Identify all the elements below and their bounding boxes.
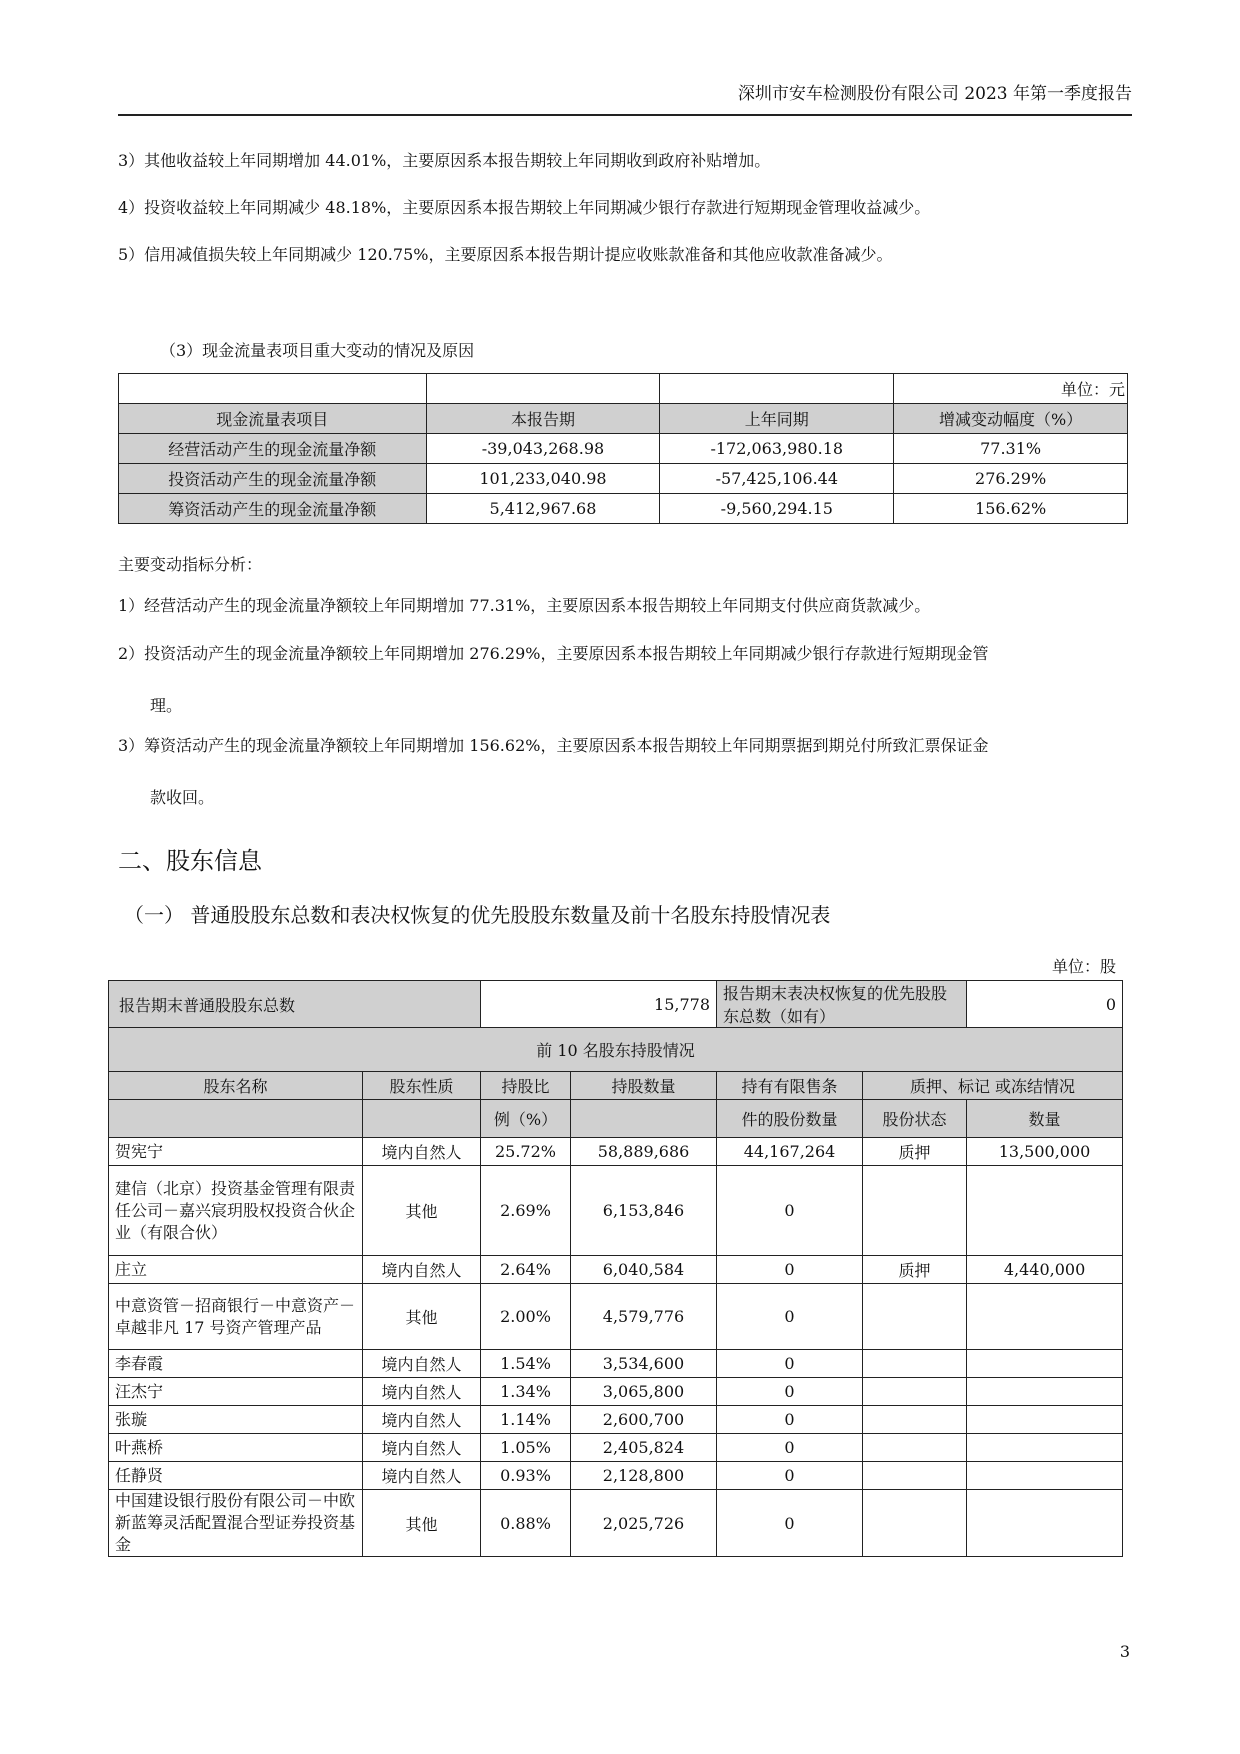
column-header: 持有有限售条: [717, 1072, 863, 1100]
holding-quantity: 3,534,600: [571, 1350, 717, 1378]
column-header: 增减变动幅度（%）: [894, 404, 1128, 434]
restricted-shares: 0: [717, 1378, 863, 1406]
holding-quantity: 2,405,824: [571, 1434, 717, 1462]
page-header: 深圳市安车检测股份有限公司 2023 年第一季度报告: [737, 84, 1132, 104]
holding-ratio: 2.64%: [481, 1256, 571, 1284]
table-header-row: [119, 404, 1128, 434]
analysis-line: 2）投资活动产生的现金流量净额较上年同期增加 276.29%，主要原因系本报告期较上年同期减少银行存款进行短期现金管: [118, 644, 989, 663]
restricted-shares: 44,167,264: [717, 1138, 863, 1166]
row-label: 经营活动产生的现金流量净额: [119, 434, 427, 464]
table-cell: [426, 374, 660, 404]
unit-label: 单位：股: [1051, 957, 1116, 976]
table-row: [109, 981, 1123, 1028]
holding-quantity: 2,025,726: [571, 1490, 717, 1557]
table-cell: 156.62%: [894, 494, 1128, 524]
shareholder-nature: 其他: [363, 1166, 481, 1256]
table-row: [119, 374, 1128, 404]
preferred-shareholders-value: 0: [967, 981, 1123, 1028]
income-note-4: 4）投资收益较上年同期减少 48.18%，主要原因系本报告期较上年同期减少银行存款进行短期现金管理收益减少。: [118, 198, 931, 217]
top10-title: 前 10 名股东持股情况: [109, 1028, 1123, 1072]
section-subtitle: （一） 普通股股东总数和表决权恢复的优先股股东数量及前十名股东持股情况表: [124, 903, 831, 927]
column-header: 数量: [967, 1100, 1123, 1138]
table-cell: -57,425,106.44: [660, 464, 894, 494]
table-cell: 5,412,967.68: [426, 494, 660, 524]
shareholder-nature: 其他: [363, 1284, 481, 1350]
shareholder-name: 李春霞: [109, 1350, 363, 1378]
restricted-shares: 0: [717, 1350, 863, 1378]
column-header: 持股比: [481, 1072, 571, 1100]
pledge-status: [863, 1462, 967, 1490]
holding-quantity: 3,065,800: [571, 1378, 717, 1406]
table-cell: -39,043,268.98: [426, 434, 660, 464]
table-row: [109, 1490, 1123, 1557]
table-row: [109, 1406, 1123, 1434]
holding-ratio: 1.05%: [481, 1434, 571, 1462]
restricted-shares: 0: [717, 1490, 863, 1557]
shareholder-rows: [109, 1138, 1123, 1557]
holding-ratio: 25.72%: [481, 1138, 571, 1166]
shareholder-nature: 境内自然人: [363, 1434, 481, 1462]
column-header: 例（%）: [481, 1100, 571, 1138]
analysis-item-2: [118, 632, 1130, 728]
analysis-line: 3）筹资活动产生的现金流量净额较上年同期增加 156.62%，主要原因系本报告期较上年同期票据到期兑付所致汇票保证金: [118, 736, 989, 755]
column-header: 件的股份数量: [717, 1100, 863, 1138]
shareholder-name: 贺宪宁: [109, 1138, 363, 1166]
table-cell: -9,560,294.15: [660, 494, 894, 524]
table-header-row: [109, 1100, 1123, 1138]
table-row: [109, 1434, 1123, 1462]
holding-ratio: 0.93%: [481, 1462, 571, 1490]
holding-ratio: 0.88%: [481, 1490, 571, 1557]
column-header: 股东性质: [363, 1072, 481, 1100]
column-header: 上年同期: [660, 404, 894, 434]
shareholder-name: 任静贤: [109, 1462, 363, 1490]
pledge-status: [863, 1284, 967, 1350]
shareholder-nature: 其他: [363, 1490, 481, 1557]
pledge-amount: [967, 1378, 1123, 1406]
row-label: 投资活动产生的现金流量净额: [119, 464, 427, 494]
pledge-amount: 13,500,000: [967, 1138, 1123, 1166]
cash-flow-table: [118, 373, 1128, 524]
restricted-shares: 0: [717, 1256, 863, 1284]
table-cell: [571, 1100, 717, 1138]
table-row: [109, 1284, 1123, 1350]
pledge-amount: [967, 1490, 1123, 1557]
pledge-status: [863, 1378, 967, 1406]
table-cell: -172,063,980.18: [660, 434, 894, 464]
shareholder-name: 中国建设银行股份有限公司－中欧新蓝筹灵活配置混合型证券投资基金: [109, 1490, 363, 1557]
holding-ratio: 2.69%: [481, 1166, 571, 1256]
shareholders-table: [108, 980, 1123, 1557]
column-header: 现金流量表项目: [119, 404, 427, 434]
pledge-amount: 4,440,000: [967, 1256, 1123, 1284]
pledge-amount: [967, 1462, 1123, 1490]
unit-label: 单位：元: [894, 374, 1128, 404]
column-header: 质押、标记 或冻结情况: [863, 1072, 1123, 1100]
table-cell: [660, 374, 894, 404]
column-header: 本报告期: [426, 404, 660, 434]
column-header: 股东名称: [109, 1072, 363, 1100]
pledge-status: [863, 1166, 967, 1256]
table-row: [109, 1028, 1123, 1072]
table-header-row: [109, 1072, 1123, 1100]
table-row: [109, 1378, 1123, 1406]
preferred-shareholders-label: 报告期末表决权恢复的优先股股东总数（如有）: [717, 981, 967, 1028]
shareholder-name: 张璇: [109, 1406, 363, 1434]
table-cell: [363, 1100, 481, 1138]
analysis-item-3: [118, 724, 1130, 820]
table-row: [109, 1462, 1123, 1490]
restricted-shares: 0: [717, 1284, 863, 1350]
column-header: 股份状态: [863, 1100, 967, 1138]
shareholder-nature: 境内自然人: [363, 1138, 481, 1166]
holding-quantity: 58,889,686: [571, 1138, 717, 1166]
table-row: [119, 494, 1128, 524]
analysis-line: 1）经营活动产生的现金流量净额较上年同期增加 77.31%，主要原因系本报告期较上年同期支付供应商货款减少。: [118, 596, 931, 615]
cash-flow-caption: （3）现金流量表项目重大变动的情况及原因: [160, 341, 475, 360]
shareholder-name: 庄立: [109, 1256, 363, 1284]
shareholder-name: 汪杰宁: [109, 1378, 363, 1406]
table-cell: 276.29%: [894, 464, 1128, 494]
pledge-amount: [967, 1166, 1123, 1256]
shareholder-name: 建信（北京）投资基金管理有限责任公司－嘉兴宸玥股权投资合伙企业（有限合伙）: [109, 1166, 363, 1256]
restricted-shares: 0: [717, 1462, 863, 1490]
total-shareholders-label: [109, 981, 481, 1028]
holding-quantity: 2,128,800: [571, 1462, 717, 1490]
holding-quantity: 6,040,584: [571, 1256, 717, 1284]
shareholder-nature: 境内自然人: [363, 1406, 481, 1434]
pledge-status: [863, 1490, 967, 1557]
pledge-status: 质押: [863, 1138, 967, 1166]
holding-quantity: 6,153,846: [571, 1166, 717, 1256]
holding-ratio: 1.34%: [481, 1378, 571, 1406]
pledge-amount: [967, 1350, 1123, 1378]
analysis-line-continued: 理。: [150, 696, 183, 715]
table-row: [109, 1256, 1123, 1284]
table-cell: [109, 1100, 363, 1138]
table-row: [109, 1138, 1123, 1166]
page-number: 3: [1119, 1642, 1130, 1661]
pledge-status: [863, 1434, 967, 1462]
table-cell: 77.31%: [894, 434, 1128, 464]
income-note-5: 5）信用减值损失较上年同期减少 120.75%，主要原因系本报告期计提应收账款准备和其他应收款准备减少。: [118, 245, 893, 264]
pledge-status: 质押: [863, 1256, 967, 1284]
pledge-status: [863, 1406, 967, 1434]
shareholder-nature: 境内自然人: [363, 1378, 481, 1406]
income-note-3: 3）其他收益较上年同期增加 44.01%，主要原因系本报告期较上年同期收到政府补贴增加。: [118, 151, 771, 170]
table-row: [109, 1350, 1123, 1378]
total-shareholders-label-text: 报告期末普通股股东总数: [119, 995, 296, 1015]
analysis-heading: 主要变动指标分析：: [118, 555, 263, 574]
holding-ratio: 1.14%: [481, 1406, 571, 1434]
pledge-amount: [967, 1406, 1123, 1434]
table-row: [119, 464, 1128, 494]
shareholder-nature: 境内自然人: [363, 1256, 481, 1284]
shareholder-name: 中意资管－招商银行－中意资产－卓越非凡 17 号资产管理产品: [109, 1284, 363, 1350]
pledge-amount: [967, 1284, 1123, 1350]
analysis-item-1: [118, 584, 1130, 628]
table-cell: 101,233,040.98: [426, 464, 660, 494]
restricted-shares: 0: [717, 1166, 863, 1256]
holding-ratio: 1.54%: [481, 1350, 571, 1378]
section-title: 二、股东信息: [118, 847, 262, 875]
analysis-line-continued: 款收回。: [150, 788, 215, 807]
holding-ratio: 2.00%: [481, 1284, 571, 1350]
header-rule: [118, 114, 1132, 116]
pledge-amount: [967, 1434, 1123, 1462]
holding-quantity: 2,600,700: [571, 1406, 717, 1434]
table-row: [119, 434, 1128, 464]
pledge-status: [863, 1350, 967, 1378]
shareholder-nature: 境内自然人: [363, 1462, 481, 1490]
restricted-shares: 0: [717, 1406, 863, 1434]
holding-quantity: 4,579,776: [571, 1284, 717, 1350]
shareholder-nature: 境内自然人: [363, 1350, 481, 1378]
total-shareholders-value: 15,778: [481, 981, 717, 1028]
restricted-shares: 0: [717, 1434, 863, 1462]
shareholder-name: 叶燕桥: [109, 1434, 363, 1462]
row-label: 筹资活动产生的现金流量净额: [119, 494, 427, 524]
table-row: [109, 1166, 1123, 1256]
table-cell: [119, 374, 427, 404]
column-header: 持股数量: [571, 1072, 717, 1100]
